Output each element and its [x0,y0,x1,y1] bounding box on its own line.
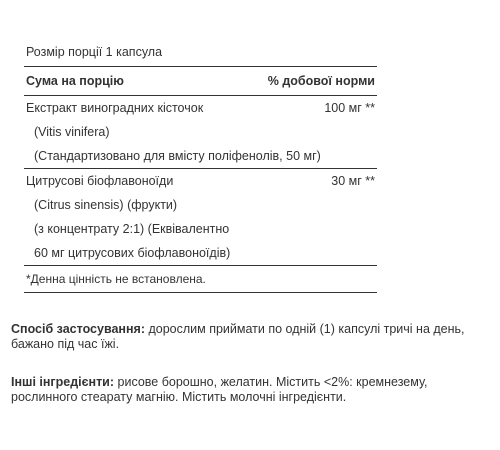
other-ingredients-text: рисове борошно, желатин. Містить <2%: кремнезему, рослинного стеарату магнію. Містить молочні інгредієнти. [11,375,428,404]
ingredient-detail: 60 мг цитрусових біофлавоноїдів) [34,246,231,260]
table-header [24,67,377,96]
ingredient-detail-row [24,241,377,266]
ingredient-row [24,169,377,193]
ingredient-amount: 30 мг ** [331,174,375,188]
daily-value-header: % добової норми [267,74,375,88]
ingredient-detail: (Citrus sinensis) (фрукти) [34,198,178,212]
ingredient-detail: (з концентрату 2:1) (Еквівалентно [34,222,230,236]
other-ingredients-label: Інші інгредієнти: [11,375,115,389]
ingredient-detail-row [24,120,377,144]
usage-label: Спосіб застосування: [11,322,145,336]
usage-text: дорослим приймати по одній (1) капсулі тричі на день, бажано під час їжі. [11,322,465,351]
supplement-facts-panel [24,38,377,293]
amount-per-serving-header: Сума на порцію [26,74,124,88]
ingredient-amount: 100 мг ** [324,101,375,115]
daily-value-footnote: *Денна цінність не встановлена. [24,266,377,293]
usage-paragraph [11,322,491,352]
ingredient-name: Цитрусові біофлавоноїди [26,174,174,188]
ingredient-detail-row [24,144,377,169]
serving-size: Розмір порції 1 капсула [24,38,377,67]
ingredient-detail-row [24,193,377,217]
other-ingredients-paragraph [11,375,491,405]
ingredient-row [24,96,377,120]
ingredient-name: Екстракт виноградних кісточок [26,101,204,115]
ingredient-detail-row [24,217,377,241]
ingredient-detail: (Vitis vinifera) [34,125,110,139]
ingredient-detail: (Стандартизовано для вмісту поліфенолів, 50 мг) [34,149,321,163]
